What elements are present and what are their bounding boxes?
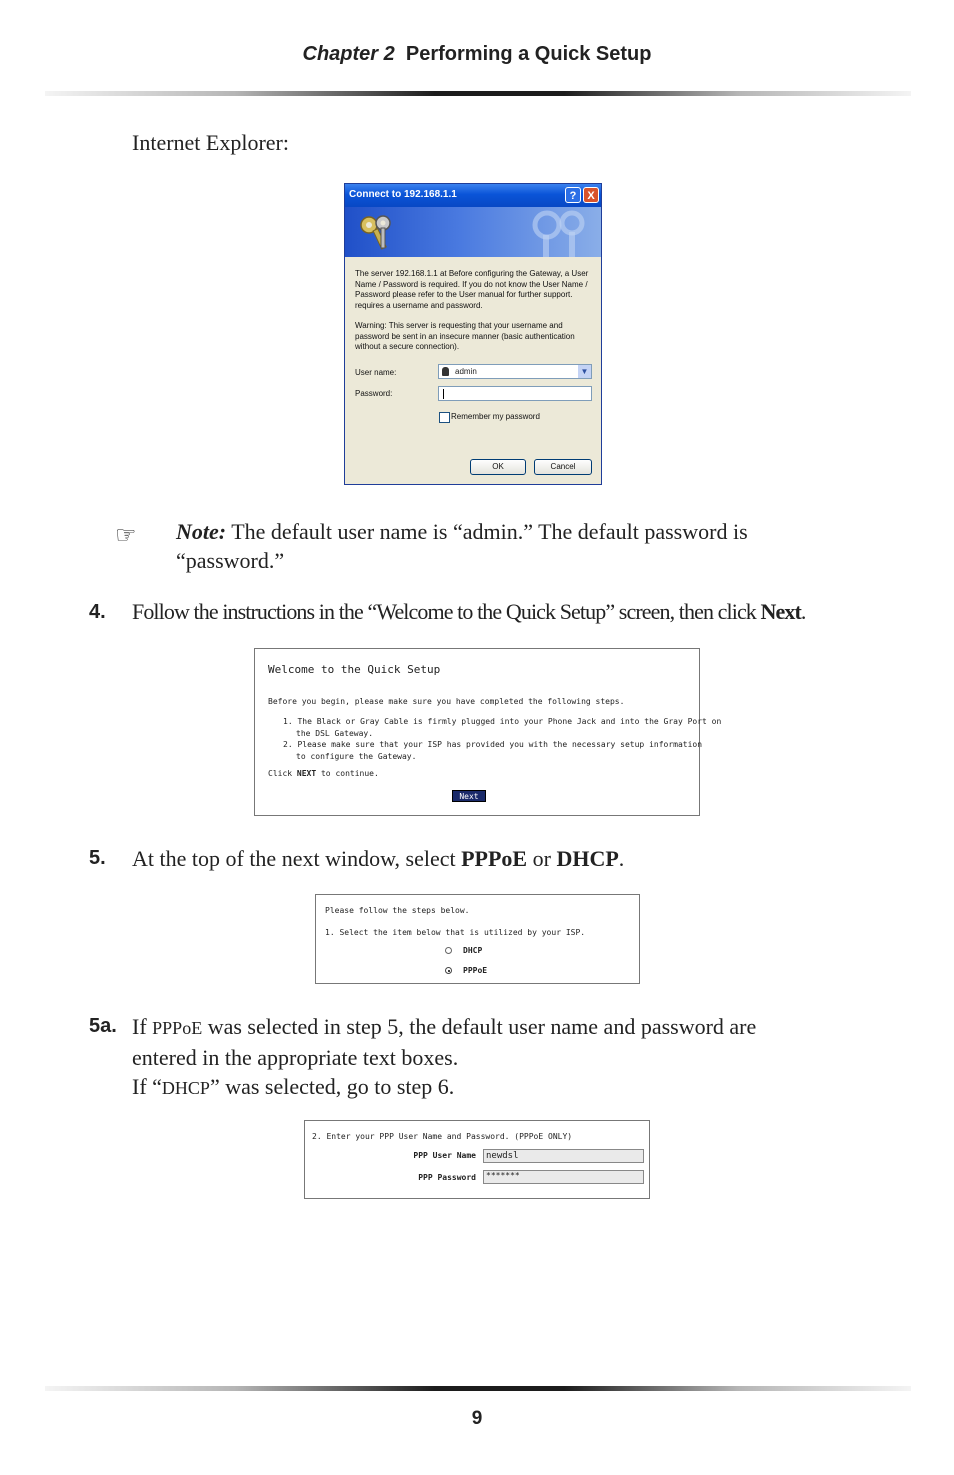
dropdown-arrow-icon[interactable]: ▼ <box>578 365 591 378</box>
ok-button[interactable]: OK <box>470 459 526 475</box>
ppp-title: 2. Enter your PPP User Name and Password. (PPPoE ONLY) <box>312 1132 573 1141</box>
step-5a-pppoe-word: PPPoE <box>152 1018 203 1038</box>
keys-icon <box>357 213 397 253</box>
step-5a-if-2: If “ <box>132 1074 162 1099</box>
intro-text: Internet Explorer: <box>132 130 289 155</box>
step-5-text <box>132 844 624 873</box>
help-button[interactable]: ? <box>565 187 581 203</box>
select-line-1: Please follow the steps below. <box>325 906 470 915</box>
step-4-period: . <box>800 599 806 624</box>
item-2-line-1: Please make sure that your ISP has provided you with the necessary setup information <box>297 740 703 749</box>
dialog-warning: Warning: This server is requesting that your username and password be sent in an insecure manner (basic authentication without a secure connection). <box>355 321 575 351</box>
step-4-number: 4. <box>89 601 106 623</box>
step-5a-line-2: entered in the appropriate text boxes. <box>132 1045 459 1070</box>
step-5-period: . <box>618 846 625 871</box>
step-4-text <box>132 597 806 626</box>
chapter-header <box>0 43 954 66</box>
remember-checkbox[interactable] <box>439 412 450 423</box>
dialog-titlebar <box>345 184 601 207</box>
step-5-instructions: At the top of the next window, select <box>132 846 462 871</box>
item-1-line-2: the DSL Gateway. <box>296 728 374 738</box>
header-rule <box>45 91 911 96</box>
watermark-keys-icon <box>517 207 597 257</box>
ppp-credentials-screenshot <box>304 1120 650 1199</box>
welcome-intro: Before you begin, please make sure you have completed the following steps. <box>268 697 625 706</box>
text-cursor <box>443 389 444 399</box>
close-button[interactable]: X <box>583 187 599 203</box>
welcome-title: Welcome to the Quick Setup <box>268 663 441 676</box>
step-5a-line-3: ” was selected, go to step 6. <box>209 1074 455 1099</box>
click-prefix: Click <box>268 769 297 778</box>
step-5-number: 5. <box>89 847 106 869</box>
dialog-message: The server 192.168.1.1 at Before configuring the Gateway, a User Name / Password is required. If you do not know the User Name / Password please refer to the User manual for further support. requires a username and password. <box>355 269 589 310</box>
dialog-banner <box>345 207 601 257</box>
step-5a-text <box>132 1012 852 1103</box>
page-number: 9 <box>471 1408 483 1429</box>
remember-label: Remember my password <box>451 412 540 421</box>
dialog-message-block <box>355 269 591 353</box>
connection-type-screenshot <box>315 894 640 984</box>
click-suffix: to continue. <box>316 769 379 778</box>
step-5-dhcp-word: DHCP <box>556 846 619 871</box>
dhcp-label: DHCP <box>463 946 483 955</box>
ppp-password-label: PPP Password <box>418 1173 476 1182</box>
password-input[interactable] <box>438 386 592 401</box>
step-4-next-word: Next <box>760 599 801 624</box>
welcome-list <box>283 716 721 762</box>
note-label: Note: <box>176 519 227 544</box>
step-5a-number: 5a. <box>89 1015 117 1037</box>
select-line-2: 1. Select the item below that is utilized by your ISP. <box>325 928 586 937</box>
dialog-title: Connect to 192.168.1.1 <box>349 189 457 200</box>
pppoe-radio-selected[interactable] <box>445 967 452 974</box>
welcome-screenshot <box>254 648 722 816</box>
chapter-number: Chapter 2 <box>302 43 395 65</box>
note <box>176 517 816 575</box>
username-label: User name: <box>355 368 397 377</box>
note-text: The default user name is “admin.” The default password is “password.” <box>176 519 748 573</box>
ppp-username-label: PPP User Name <box>413 1151 476 1160</box>
cancel-button[interactable]: Cancel <box>534 459 592 475</box>
step-5a-if: If <box>132 1014 153 1039</box>
step-5a-dhcp-word: DHCP <box>161 1078 210 1098</box>
item-2-number: 2. <box>283 740 293 749</box>
step-5-pppoe-word: PPPoE <box>461 846 528 871</box>
chapter-title: Performing a Quick Setup <box>405 43 652 65</box>
username-value: admin <box>455 367 477 376</box>
dhcp-radio[interactable] <box>445 947 452 954</box>
step-4-instructions: Follow the instructions in the “Welcome to the Quick Setup” screen, then click <box>132 599 761 624</box>
click-next-word: NEXT <box>296 769 317 778</box>
step-5-or: or <box>527 846 557 871</box>
ppp-password-input[interactable]: ******* <box>483 1170 644 1184</box>
username-combobox[interactable] <box>438 364 592 379</box>
step-5a-line-1: was selected in step 5, the default user name and password are <box>202 1014 757 1039</box>
item-1-line-1: The Black or Gray Cable is firmly plugged into your Phone Jack and into the Gray Port on <box>297 717 722 726</box>
footer-rule <box>45 1386 911 1391</box>
pointing-hand-icon: ☞ <box>115 523 137 549</box>
user-icon <box>442 367 449 376</box>
ppp-username-input[interactable]: newdsl <box>483 1149 644 1163</box>
item-1-number: 1. <box>283 717 293 726</box>
welcome-click-text <box>268 769 379 778</box>
password-label: Password: <box>355 389 393 398</box>
ie-login-dialog <box>344 183 602 485</box>
pppoe-label: PPPoE <box>463 966 488 975</box>
item-2-line-2: to configure the Gateway. <box>296 751 417 761</box>
next-button[interactable]: Next <box>452 790 486 802</box>
